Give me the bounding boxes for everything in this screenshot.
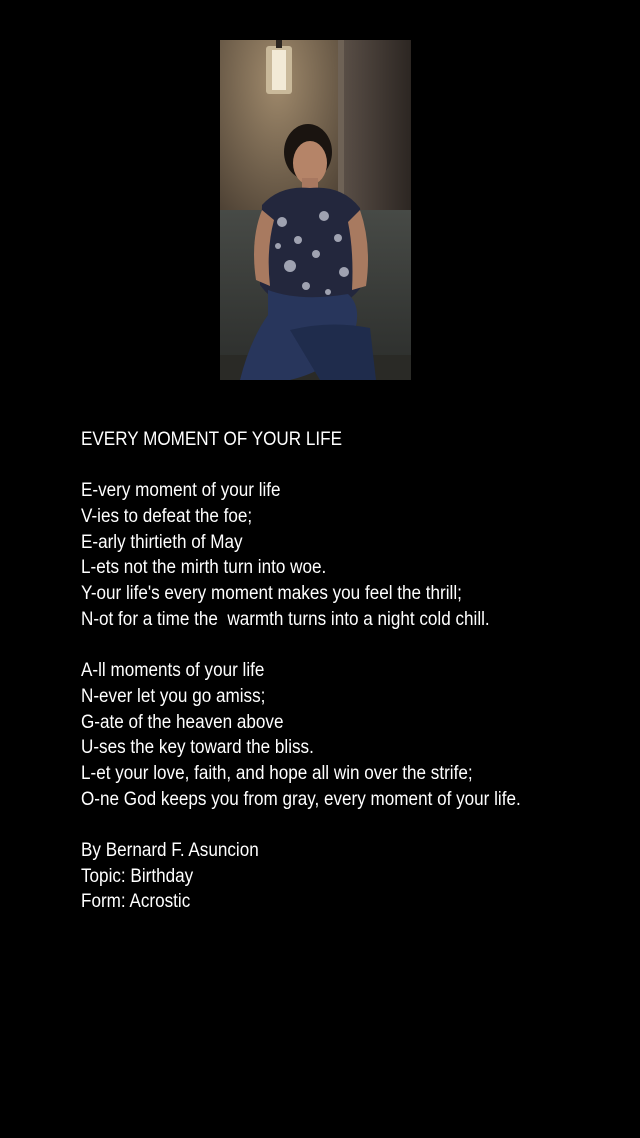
portrait-photo	[220, 40, 411, 380]
author-credit: By Bernard F. Asuncion	[81, 840, 259, 861]
poem-line: U-ses the key toward the bliss.	[81, 737, 314, 759]
poem-line: E-arly thirtieth of May	[81, 531, 243, 553]
stanza-gap	[81, 453, 567, 479]
stanza-2	[81, 658, 567, 812]
poem-line: N-ot for a time the warmth turns into a night cold chill.	[81, 608, 490, 630]
poem-line: V-ies to defeat the foe;	[81, 506, 253, 528]
portrait-photo-illustration	[220, 40, 411, 380]
poem-line: L-et your love, faith, and hope all win over the strife;	[81, 762, 473, 784]
poem-line: E-very moment of your life	[81, 480, 281, 502]
stanza-gap	[81, 633, 567, 659]
credits	[81, 838, 567, 915]
poem-title: EVERY MOMENT OF YOUR LIFE	[81, 429, 342, 450]
poem-line: L-ets not the mirth turn into woe.	[81, 557, 327, 579]
poem-line: N-ever let you go amiss;	[81, 685, 266, 707]
stanza-1	[81, 478, 567, 632]
poem	[81, 427, 567, 915]
poem-line: O-ne God keeps you from gray, every moment of your life.	[81, 788, 521, 810]
form-credit: Form: Acrostic	[81, 891, 191, 913]
poem-line: Y-our life's every moment makes you feel the thrill;	[81, 583, 462, 605]
topic-credit: Topic: Birthday	[81, 865, 194, 887]
stanza-gap	[81, 812, 567, 838]
poem-line: A-ll moments of your life	[81, 660, 265, 682]
poem-line: G-ate of the heaven above	[81, 711, 284, 733]
